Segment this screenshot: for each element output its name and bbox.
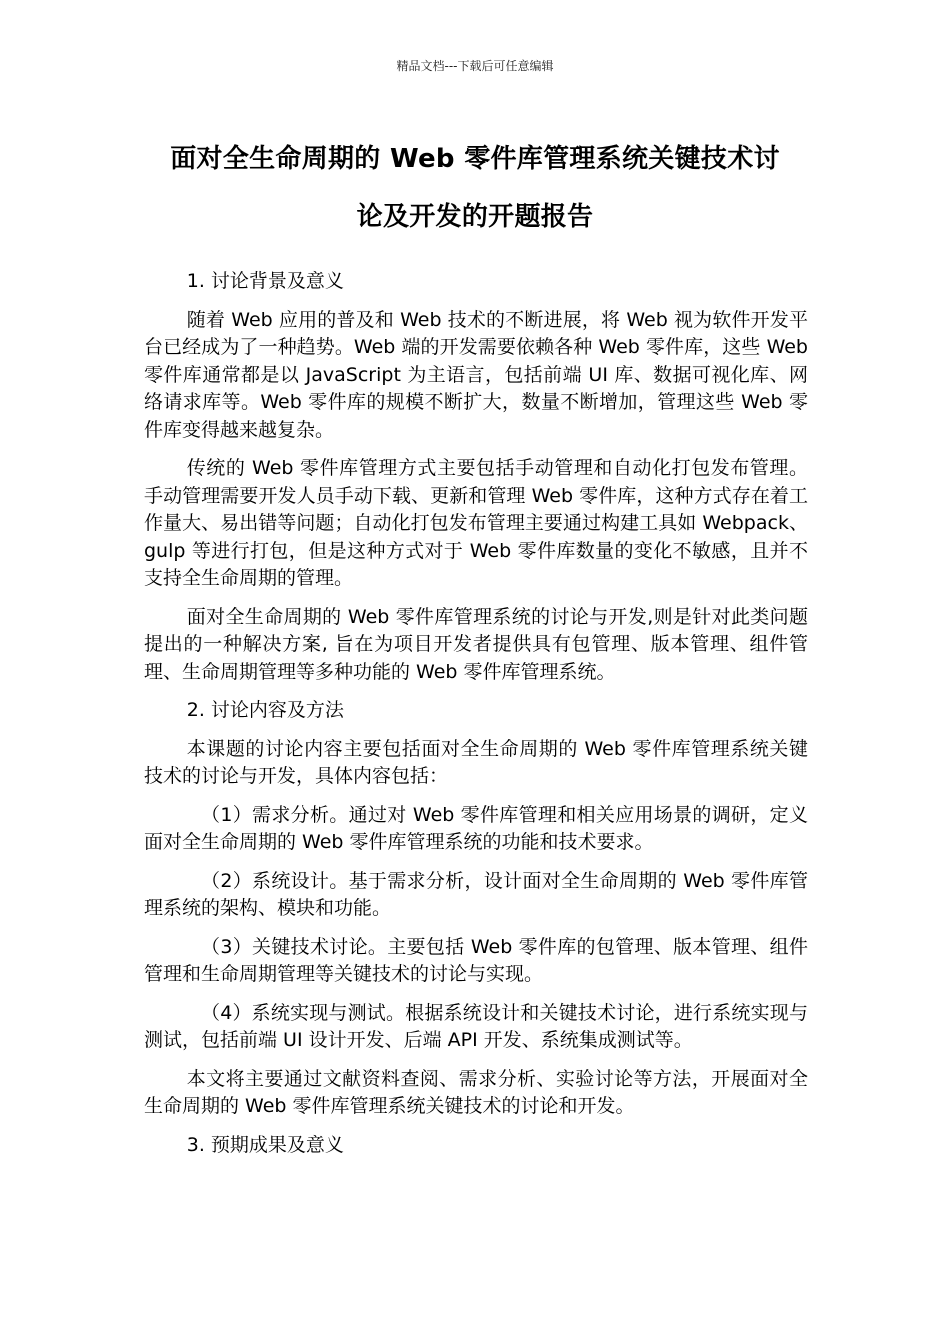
section-2-item-2: （2）系统设计。基于需求分析，设计面对全生命周期的 Web 零件库管理系统的架构、模块和功能。 bbox=[144, 869, 808, 919]
section-2-item-4: （4）系统实现与测试。根据系统设计和关键技术讨论，进行系统实现与测试，包括前端 UI 设计开发、后端 API 开发、系统集成测试等。 bbox=[144, 1001, 808, 1051]
section-2-heading: 2. 讨论内容及方法 bbox=[186, 699, 344, 721]
section-2-paragraph-1: 本课题的讨论内容主要包括面对全生命周期的 Web 零件库管理系统关键技术的讨论与开发，具体内容包括： bbox=[144, 737, 808, 787]
section-1-paragraph-3: 面对全生命周期的 Web 零件库管理系统的讨论与开发,则是针对此类问题提出的一种解决方案, 旨在为项目开发者提供具有包管理、版本管理、组件管理、生命周期管理等多种功能的 Web 零件库管理系统。 bbox=[144, 605, 808, 683]
section-1-paragraph-1: 随着 Web 应用的普及和 Web 技术的不断进展，将 Web 视为软件开发平台已经成为了一种趋势。Web 端的开发需要依赖各种 Web 零件库，这些 Web 零件库通常都是以 JavaScript 为主语言，包括前端 UI 库、数据可视化库、网络请求库等。Web 零件库的规模不断扩大，数量不断增加，管理这些 Web 零件库变得越来越复杂。 bbox=[144, 308, 808, 441]
section-1-paragraph-2: 传统的 Web 零件库管理方式主要包括手动管理和自动化打包发布管理。手动管理需要开发人员手动下载、更新和管理 Web 零件库，这种方式存在着工作量大、易出错等问题；自动化打包发布管理主要通过构建工具如 Webpack、gulp 等进行打包，但是这种方式对于 Web 零件库数量的变化不敏感，且并不支持全生命周期的管理。 bbox=[144, 457, 808, 589]
section-2-item-1: （1）需求分析。通过对 Web 零件库管理和相关应用场景的调研，定义面对全生命周期的 Web 零件库管理系统的功能和技术要求。 bbox=[144, 803, 808, 853]
document-title-line-2: 论及开发的开题报告 bbox=[356, 202, 594, 232]
document-title-line-1: 面对全生命周期的 Web 零件库管理系统关键技术讨 bbox=[170, 144, 780, 174]
section-3-heading: 3. 预期成果及意义 bbox=[186, 1133, 344, 1156]
document-title bbox=[120, 130, 830, 246]
section-2-item-3: （3）关键技术讨论。主要包括 Web 零件库的包管理、版本管理、组件管理和生命周期管理等关键技术的讨论与实现。 bbox=[144, 935, 808, 985]
section-2-paragraph-2: 本文将主要通过文献资料查阅、需求分析、实验讨论等方法，开展面对全生命周期的 Web 零件库管理系统关键技术的讨论和开发。 bbox=[144, 1067, 808, 1117]
section-1-heading: 1. 讨论背景及意义 bbox=[186, 270, 344, 292]
page-header: 精品文档---下载后可任意编辑 bbox=[396, 59, 554, 73]
document-body bbox=[144, 268, 808, 1170]
